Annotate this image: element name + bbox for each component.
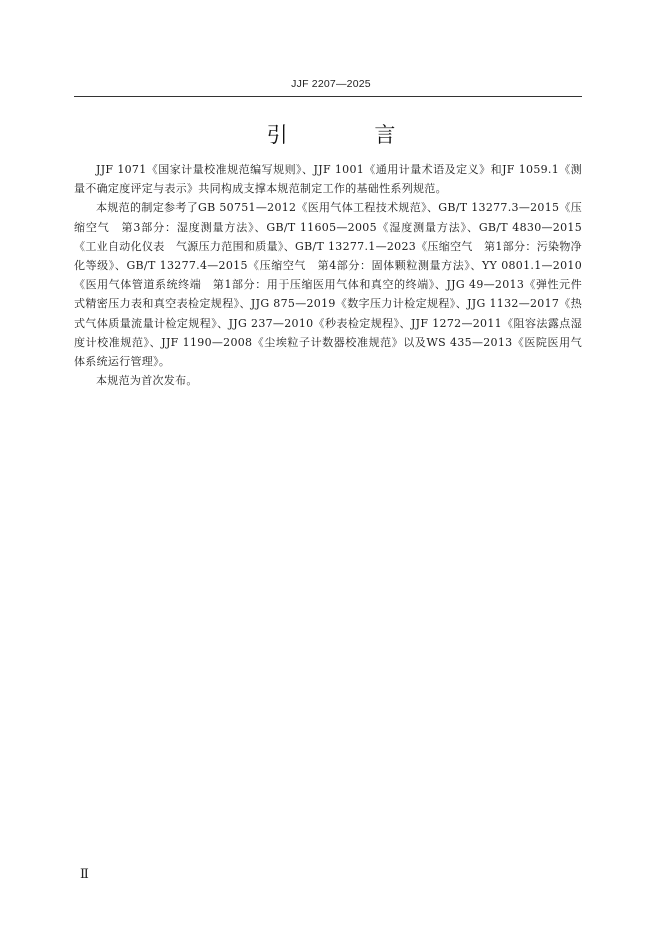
header-divider (74, 96, 582, 97)
document-body (74, 160, 582, 390)
page-title: 引 言 (266, 123, 436, 147)
paragraph-1: JJF 1071《国家计量校准规范编写规则》、JJF 1001《通用计量术语及定义》和JF 1059.1《测量不确定度评定与表示》共同构成支撑本规范制定工作的基础性系列规范。 (74, 163, 582, 196)
paragraph-2: 本规范的制定参考了GB 50751—2012《医用气体工程技术规范》、GB/T 13277.3—2015《压缩空气 第3部分：湿度测量方法》、GB/T 11605—2005《湿度测量方法》、GB/T 4830—2015《工业自动化仪表 气源压力范围和质量》、GB/T 13277.1—2023《压缩空气 第1部分：污染物净化等级》、GB/T 13277.4—2015《压缩空气 第4部分：固体颗粒测量方法》、YY 0801.1—2010《医用气体管道系统终端 第1部分：用于压缩医用气体和真空的终端》、JJG 49—2013《弹性元件式精密压力表和真空表检定规程》、JJG 875—2019《数字压力计检定规程》、JJG 1132—2017《热式气体质量流量计检定规程》、JJG 237—2010《秒表检定规程》、JJF 1272—2011《阻容法露点湿度计校准规范》、JJF 1190—2008《尘埃粒子计数器校准规范》以及WS 435—2013《医院医用气体系统运行管理》。 (74, 201, 582, 369)
paragraph-3: 本规范为首次发布。 (96, 374, 198, 388)
page-number: Ⅱ (80, 867, 89, 882)
document-code-header: JJF 2207—2025 (291, 78, 371, 90)
